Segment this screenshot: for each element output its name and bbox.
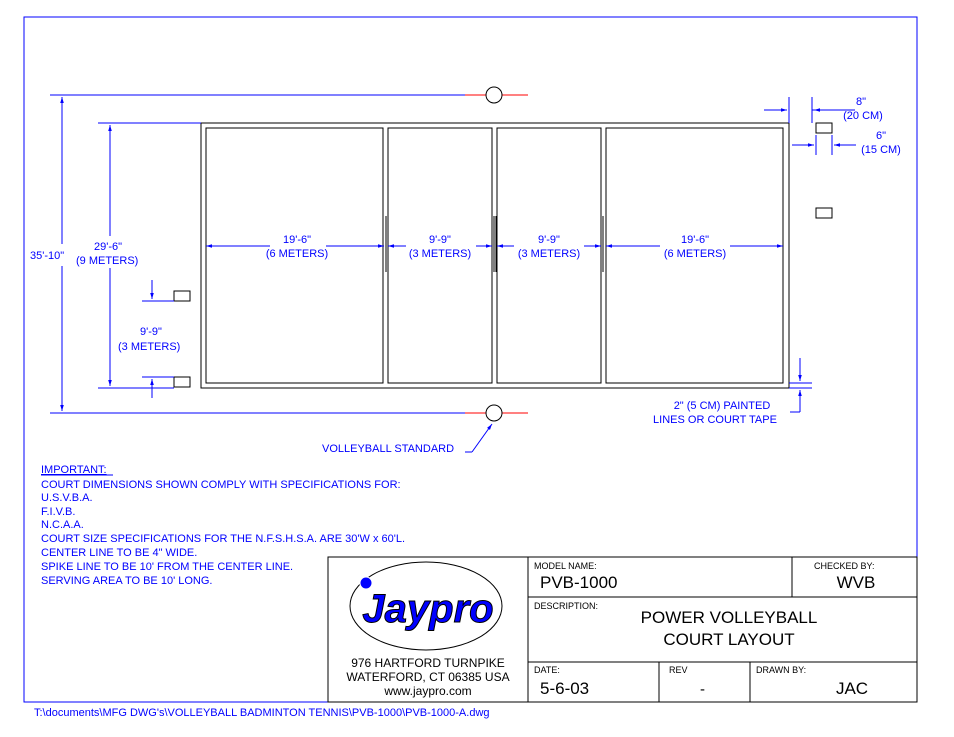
dim-left-offset	[142, 280, 174, 398]
standard-leader	[465, 424, 492, 452]
rev-label: REV	[669, 665, 688, 675]
drawn-by-label: DRAWN BY:	[756, 665, 807, 675]
dim-line-width	[789, 358, 812, 412]
volleyball-standard-top	[50, 87, 528, 103]
checked-by-value: WVB	[836, 573, 876, 592]
top-right-label: 8"	[855, 96, 867, 108]
top-right-metric: (20 CM)	[843, 110, 883, 122]
address-line-1: 976 HARTFORD TURNPIKE	[351, 656, 505, 670]
zone-1-label: 19'-6"	[282, 234, 312, 246]
date-value: 5-6-03	[540, 679, 590, 698]
left-offset-metric: (3 METERS)	[118, 341, 181, 353]
note-line-1: COURT DIMENSIONS SHOWN COMPLY WITH SPECIFICATIONS FOR:	[41, 479, 401, 491]
zone-3-metric: (3 METERS)	[517, 248, 581, 260]
note-line-3: F.I.V.B.	[41, 506, 76, 518]
note-line-4: N.C.A.A.	[41, 519, 84, 531]
description-line-2: COURT LAYOUT	[663, 630, 795, 649]
zone-4-metric: (6 METERS)	[663, 248, 727, 260]
painted-lines-note-2: LINES OR COURT TAPE	[653, 414, 777, 426]
note-line-6: CENTER LINE TO BE 4" WIDE.	[41, 547, 198, 559]
address-line-2: WATERFORD, CT 06385 USA	[346, 670, 510, 684]
date-label: DATE:	[534, 665, 560, 675]
zone-2-label: 9'-9"	[429, 234, 451, 246]
website: www.jaypro.com	[384, 684, 472, 698]
note-line-7: SPIKE LINE TO BE 10' FROM THE CENTER LINE.	[41, 561, 294, 573]
model-name-label: MODEL NAME:	[534, 561, 597, 571]
important-notes	[41, 464, 405, 587]
model-name-value: PVB-1000	[540, 573, 618, 592]
checked-by-label: CHECKED BY:	[814, 561, 875, 571]
logo-wordmark: Jaypro	[362, 587, 494, 631]
side-right-metric: (15 CM)	[861, 144, 901, 156]
drawn-by-value: JAC	[835, 679, 869, 698]
jaypro-logo	[350, 562, 502, 650]
note-line-5: COURT SIZE SPECIFICATIONS FOR THE N.F.S.H.S.A. ARE 30'W x 60'L.	[41, 533, 406, 545]
court-center-marks	[386, 216, 603, 272]
side-right-label: 6"	[875, 130, 887, 142]
description-label: DESCRIPTION:	[534, 601, 599, 611]
file-path: T:\documents\MFG DWG's\VOLLEYBALL BADMINTON TENNIS\PVB-1000\PVB-1000-A.dwg	[34, 707, 490, 719]
overall-width-label: 35'-10"	[30, 250, 65, 262]
note-line-8: SERVING AREA TO BE 10' LONG.	[41, 575, 213, 587]
court-width-metric: (9 METERS)	[76, 255, 139, 267]
description-line-1: POWER VOLLEYBALL	[640, 608, 818, 627]
volleyball-standard-bottom	[50, 405, 528, 421]
court-width-label: 29'-6"	[94, 241, 123, 253]
zone-4-label: 19'-6"	[680, 234, 710, 246]
dim-top-right	[764, 97, 856, 155]
note-line-2: U.S.V.B.A.	[41, 492, 93, 504]
painted-lines-note-1: 2" (5 CM) PAINTED	[673, 400, 771, 412]
left-offset-label: 9'-9"	[140, 326, 162, 338]
standard-label: VOLLEYBALL STANDARD	[322, 443, 455, 455]
zone-2-metric: (3 METERS)	[408, 248, 472, 260]
zone-1-metric: (6 METERS)	[265, 248, 329, 260]
notes-heading: IMPORTANT:	[41, 464, 107, 476]
zone-3-label: 9'-9"	[538, 234, 560, 246]
rev-value: -	[700, 681, 705, 698]
